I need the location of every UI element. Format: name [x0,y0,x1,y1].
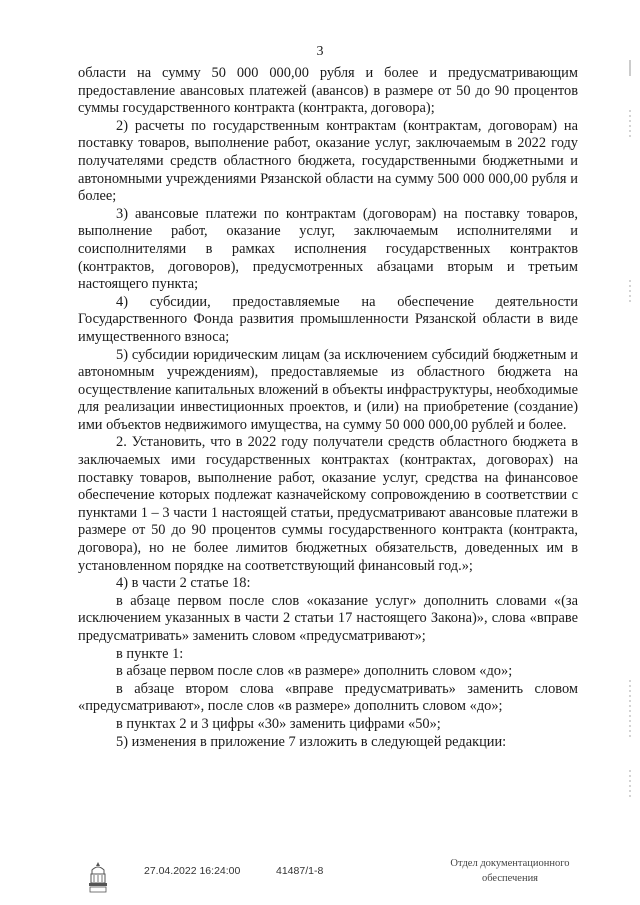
margin-scan-marks [626,40,634,840]
paragraph-first-abzac-amend: в абзаце первом после слов «в размере» дополнить словом «до»; [116,663,513,680]
paragraph-item-5: 5) субсидии юридическим лицам (за исключением субсидий бюджетным и автономным учреждениям), предоставляемые из областного бюджета на осуществление капитальных вложений в объекты инфраструктуры, необходимые для реализации инвестиционных проектов, и (или) на приобретение (создание) ими объектов недвижимого имущества, на сумму 50 000 000,00 рублей и более. [78,346,578,433]
page-number: 3 [316,44,324,59]
duma-emblem-icon [88,860,108,894]
paragraph-item-2: 2) расчеты по государственным контрактам (контрактам, договорам) на поставку товаров, выполнение работ, оказание услуг, заключаемым в 2022 году получателями средств областного бюджета, государственными бюджетными и автономными учреждениями Рязанской области на сумму 500 000 000,00 рубля и более; [78,117,578,205]
department-stamp [430,856,590,886]
footer-reg-number: 41487/1-8 [276,865,324,877]
paragraph-amendment-5: 5) изменения в приложение 7 изложить в следующей редакции: [116,733,507,750]
paragraph-second-abzac-amend: в абзаце втором слова «вправе предусматривать» заменить словом «предусматривают», после слов «в размере» дополнить словом «до»; [78,680,578,715]
page-footer [0,856,640,905]
paragraph-item-4: 4) субсидии, предоставляемые на обеспечение деятельности Государственного Фонда развития промышленности Рязанской области в виде имущественного взноса; [78,293,578,345]
paragraph-item-3: 3) авансовые платежи по контрактам (договорам) на поставку товаров, выполнение работ, оказание услуг, заключаемым исполнителями и соисполнителями в рамках исполнения государственных контрактов (контрактов, договоров), предусмотренных абзацами вторым и третьим настоящего пункта; [78,205,578,293]
paragraph-continuation: области на сумму 50 000 000,00 рубля и более и предусматривающим предоставление авансовых платежей (авансов) в размере от 50 до 90 процентов суммы государственного контракта (контракта, договора); [78,65,578,117]
document-body [78,65,578,751]
paragraph-points-2-3: в пунктах 2 и 3 цифры «30» заменить цифрами «50»; [116,715,441,732]
paragraph-amendment-4: 4) в части 2 статье 18: [116,575,251,592]
paragraph-first-abzac: в абзаце первом после слов «оказание услуг» дополнить словами «(за исключением указанных в части 2 статьи 17 настоящего Закона)», слова «вправе предусматривать» заменить словом «предусматривают»; [78,592,578,644]
footer-datetime: 27.04.2022 16:24:00 [144,865,241,877]
paragraph-point-2: 2. Установить, что в 2022 году получатели средств областного бюджета в заключаемых ими государственных контрактах (контрактах, договорах) на поставку товаров, выполнение работ, оказание услуг, средства на финансовое обеспечение которых подлежат казначейскому сопровождению в соответствии с пунктами 1 – 3 части 1 настоящей статьи, предусматривают авансовые платежи в размере от 50 до 90 процентов суммы государственного контракта (контракта, договора), но не более лимитов бюджетных обязательств, доведенных им в установленном порядке на соответствующий финансовый год.»; [78,434,578,574]
stamp-line-1: Отдел документационного [450,858,570,869]
paragraph-point-1: в пункте 1: [116,645,184,662]
stamp-line-2: обеспечения [481,873,539,884]
